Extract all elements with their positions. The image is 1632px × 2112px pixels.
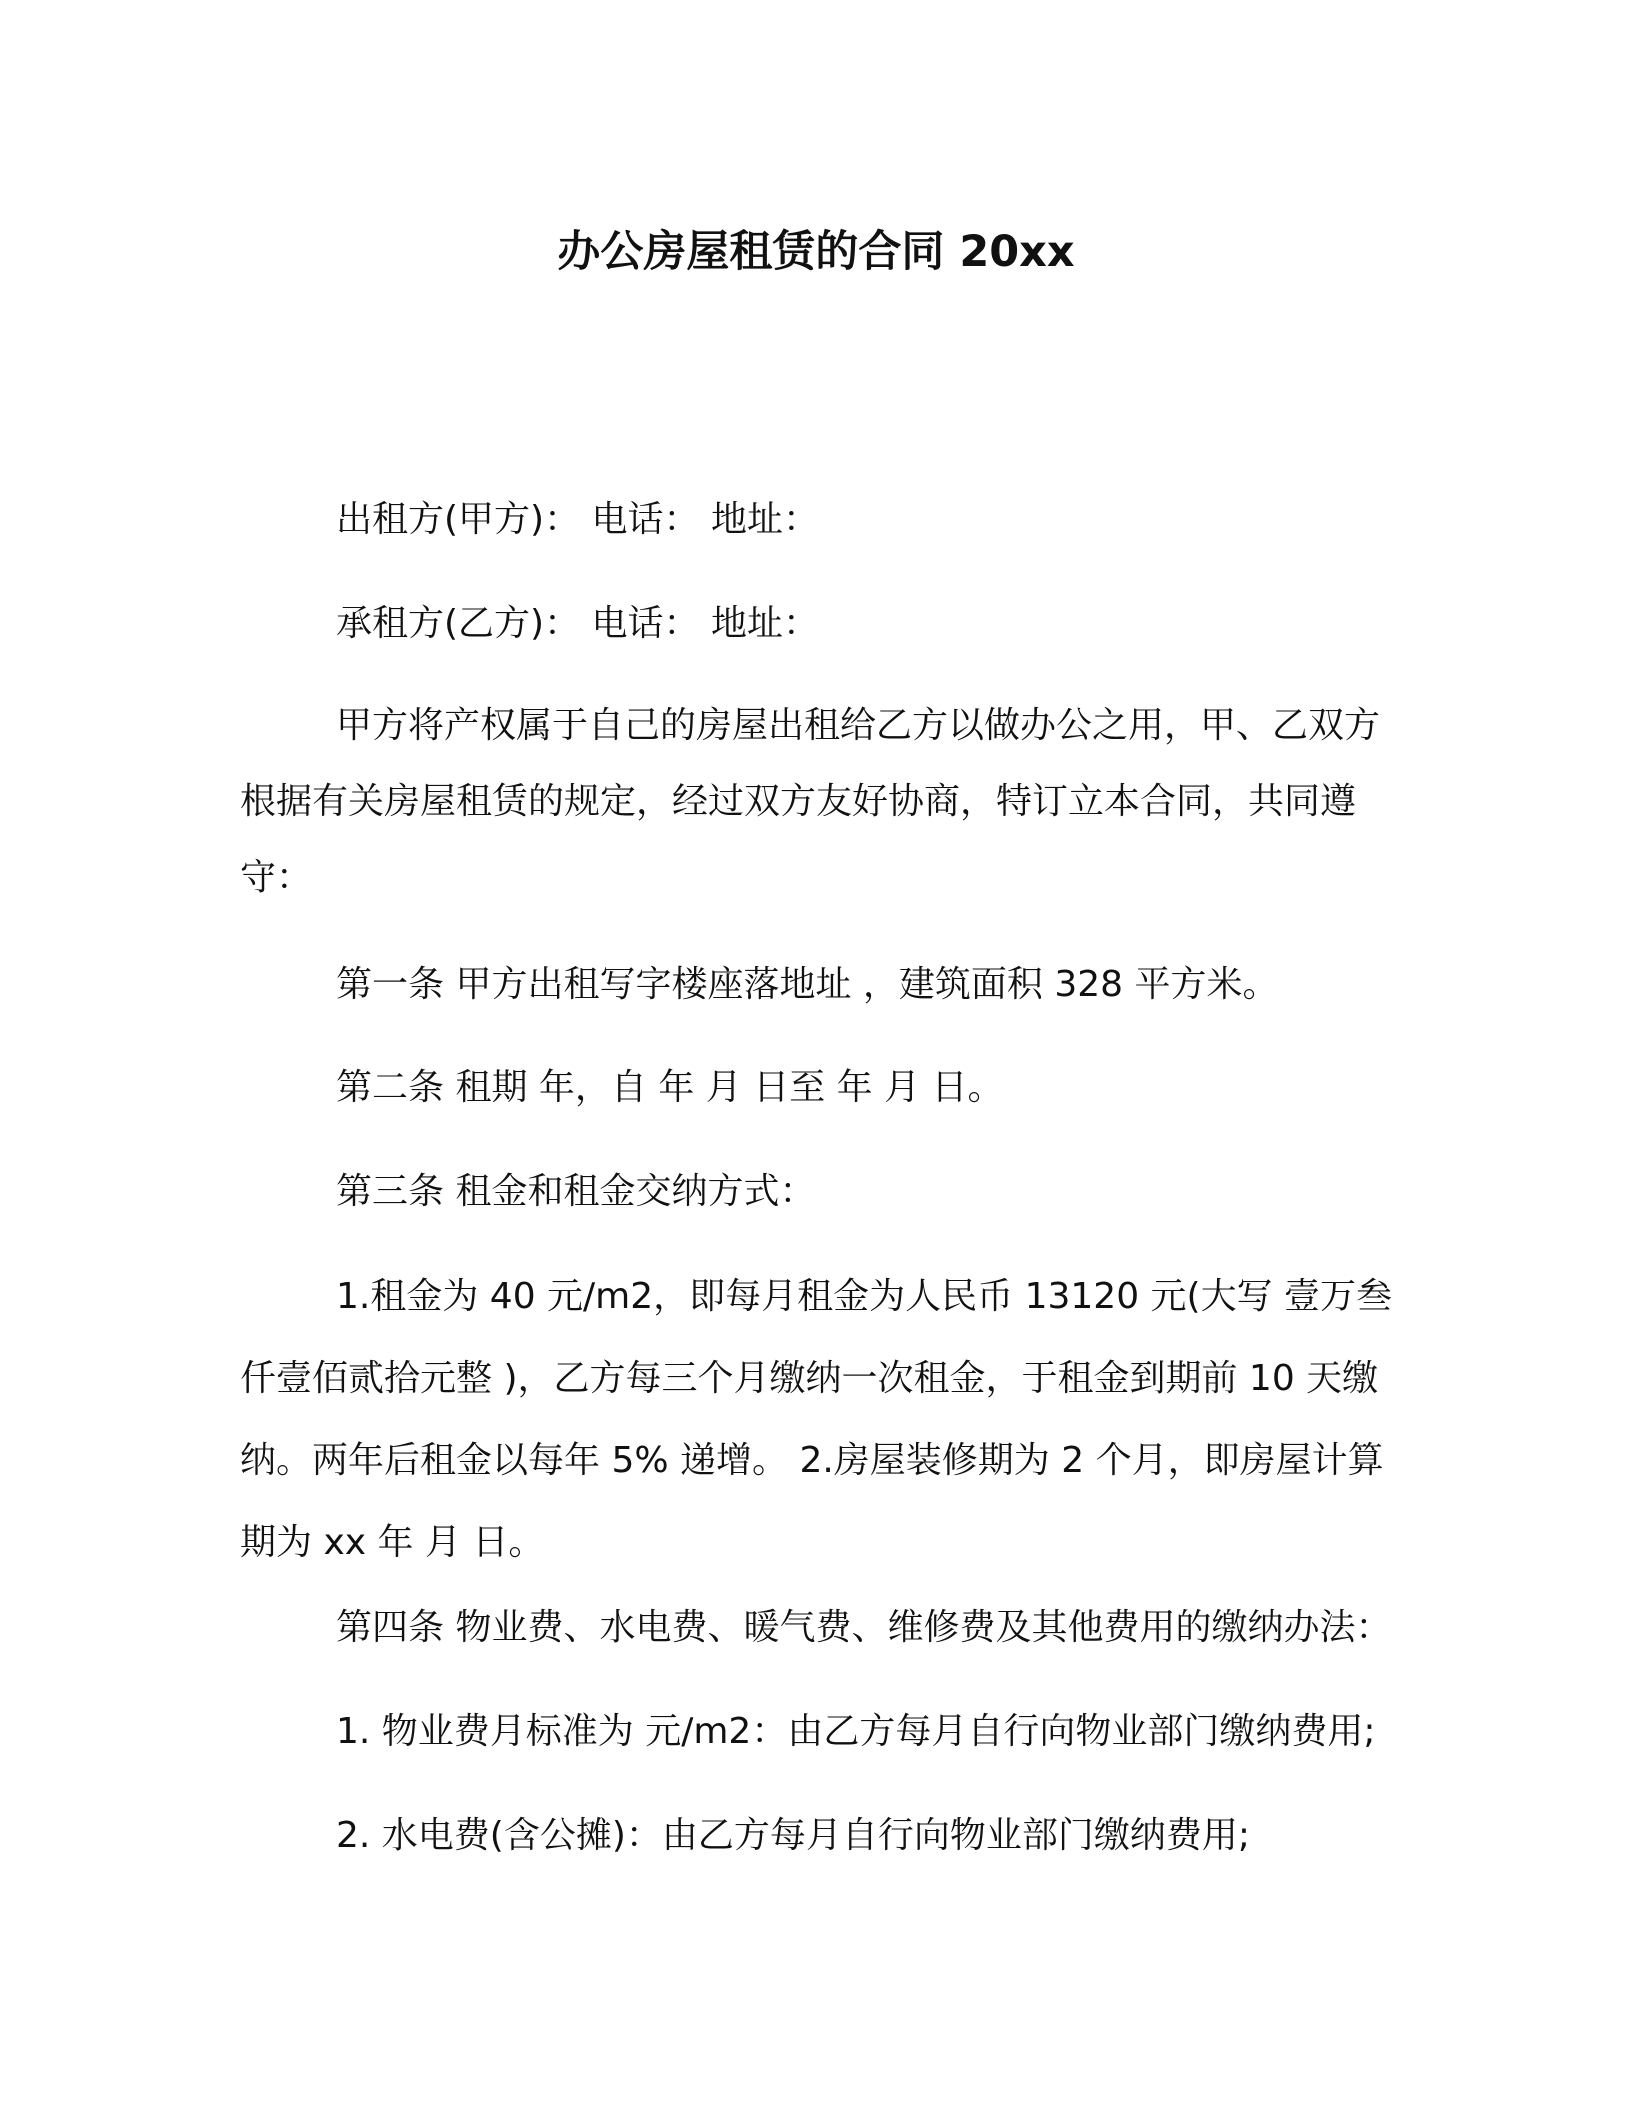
party-b-line: 承租方(乙方)： 电话： 地址： xyxy=(336,603,819,644)
article-3-heading: 第三条 租金和租金交纳方式： xyxy=(336,1171,816,1212)
intro-paragraph: 甲方将产权属于自己的房屋出租给乙方以做办公之用，甲、乙双方根据有关房屋租赁的规定，经过双方友好协商，特订立本合同，共同遵守： xyxy=(240,705,1381,898)
article-4-heading: 第四条 物业费、水电费、暖气费、维修费及其他费用的缴纳办法： xyxy=(336,1607,1392,1648)
article-4-item-2: 2. 水电费(含公摊)：由乙方每月自行向物业部门缴纳费用; xyxy=(336,1815,1251,1856)
party-a-line: 出租方(甲方)： 电话： 地址： xyxy=(336,499,819,540)
article-3-rent-paragraph: 1.租金为 40 元/m2，即每月租金为人民币 13120 元(大写 壹万叁仟壹佰贰拾元整 )，乙方每三个月缴纳一次租金，于租金到期前 10 天缴纳。两年后租金以每年 5% 递增。 2.房屋装修期为 2 个月，即房屋计算期为 xx 年 月 日。 xyxy=(240,1276,1393,1563)
article-1: 第一条 甲方出租写字楼座落地址 ，建筑面积 328 平方米。 xyxy=(336,964,1279,1005)
article-4-item-1: 1. 物业费月标准为 元/m2：由乙方每月自行向物业部门缴纳费用; xyxy=(336,1711,1376,1752)
article-2: 第二条 租期 年，自 年 月 日至 年 月 日。 xyxy=(336,1067,1004,1108)
document-title: 办公房屋租赁的合同 20xx xyxy=(557,227,1075,277)
